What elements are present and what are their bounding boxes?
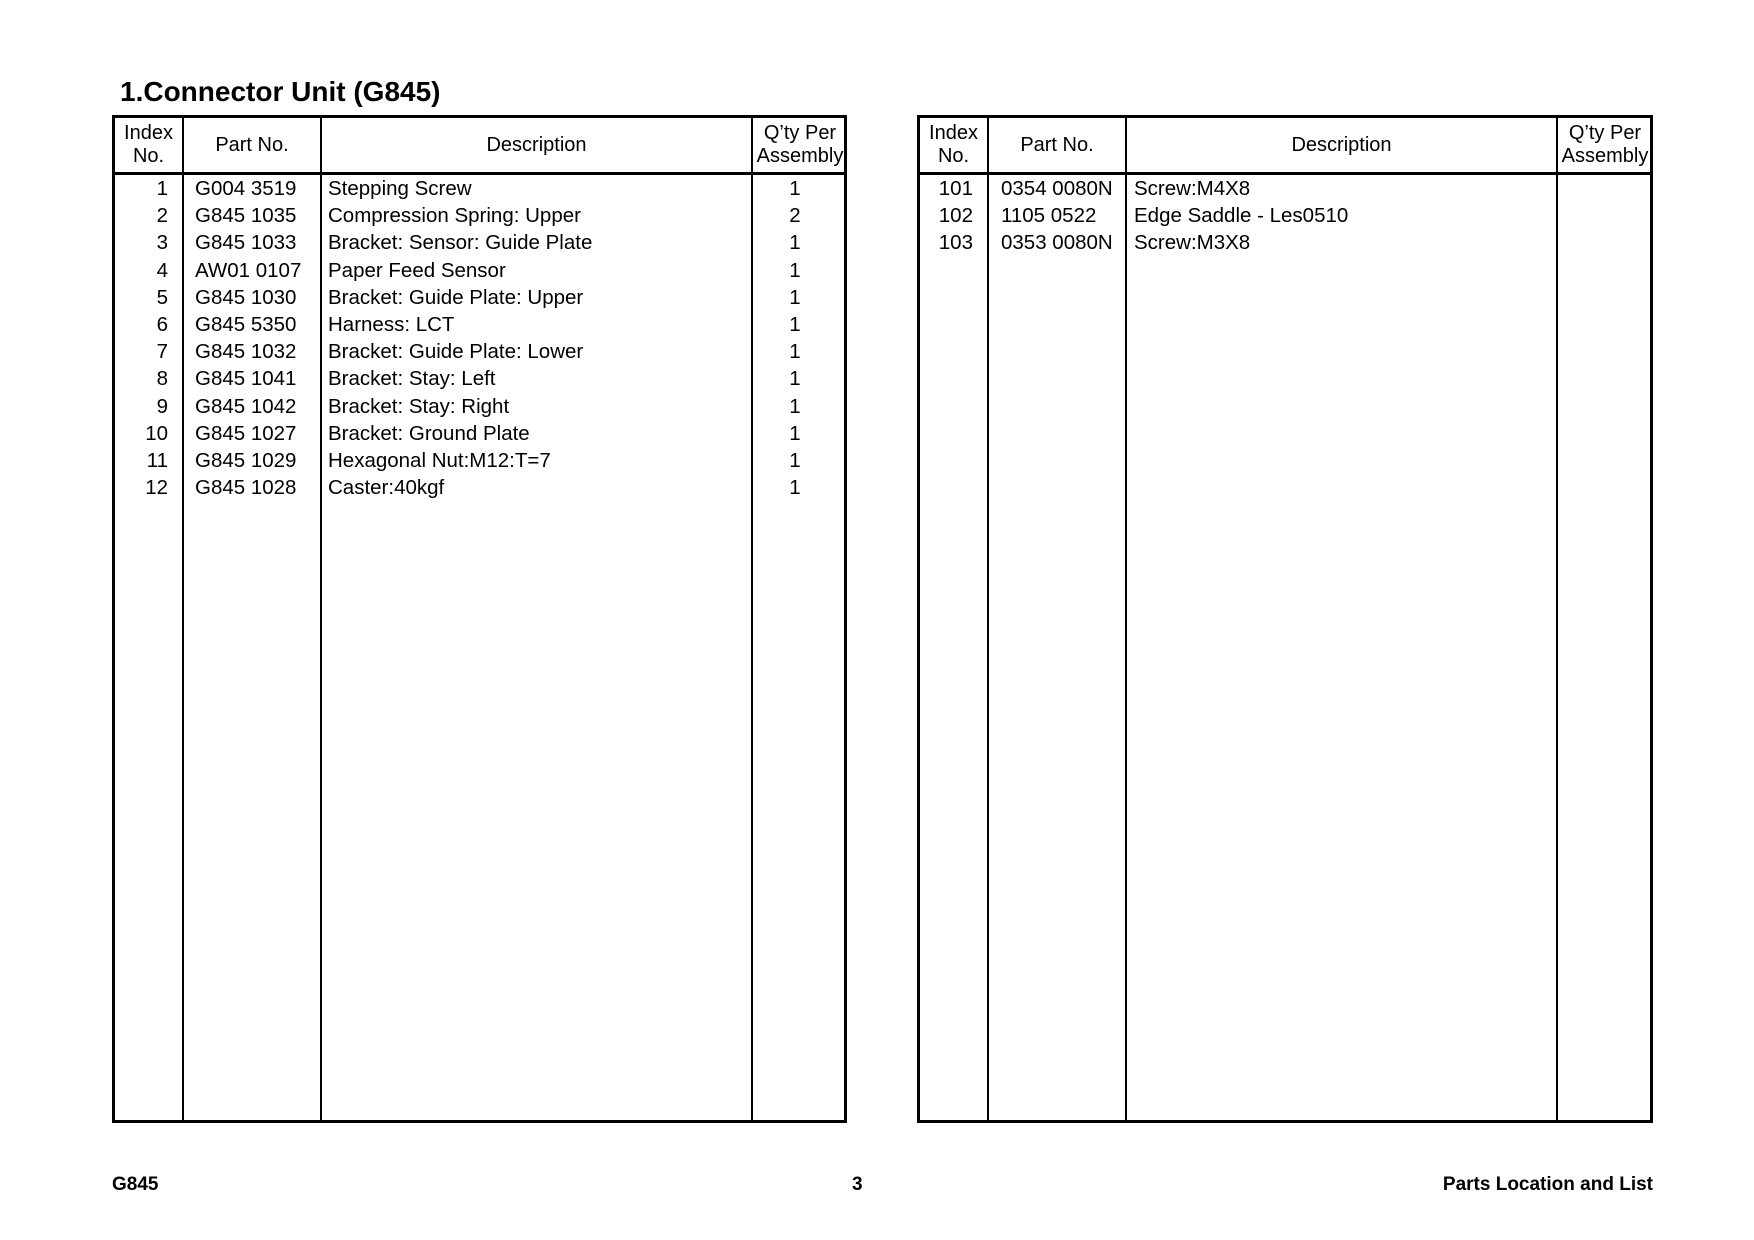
cell-part-no: G845 1028 (195, 476, 297, 500)
table-row (115, 229, 844, 256)
cell-part-no: G845 1041 (195, 367, 297, 391)
cell-description: Hexagonal Nut:M12:T=7 (328, 448, 551, 472)
table-row (115, 365, 844, 392)
cell-index: 4 (156, 258, 168, 282)
cell-index: 12 (145, 476, 168, 500)
table-row (115, 257, 844, 284)
cell-qty (1558, 202, 1642, 229)
cell-part-no: G845 1035 (195, 204, 297, 228)
table-body (115, 175, 844, 501)
cell-qty: 1 (789, 258, 801, 282)
table-row (115, 420, 844, 447)
header-qty: Q’ty Per Assembly (756, 122, 844, 167)
table-row (920, 175, 1650, 202)
cell-description: Bracket: Ground Plate (328, 421, 530, 445)
cell-description: Bracket: Sensor: Guide Plate (328, 231, 593, 255)
cell-description: Screw:M3X8 (1134, 231, 1251, 255)
cell-part-no: AW01 0107 (195, 258, 302, 282)
cell-description: Harness: LCT (328, 312, 455, 336)
cell-part-no: G845 1027 (195, 421, 297, 445)
cell-index: 8 (156, 367, 168, 391)
cell-description: Bracket: Stay: Right (328, 394, 510, 418)
table-row (115, 311, 844, 338)
cell-index: 3 (156, 231, 168, 255)
table-row (920, 229, 1650, 256)
header-index: Index No. (929, 122, 978, 167)
cell-index: 10 (145, 421, 168, 445)
table-row (115, 393, 844, 420)
footer-model: G845 (112, 1174, 159, 1195)
cell-description: Compression Spring: Upper (328, 204, 581, 228)
cell-index: 102 (938, 204, 973, 228)
cell-qty: 2 (789, 204, 801, 228)
header-index: Index No. (124, 122, 173, 167)
cell-qty: 1 (789, 231, 801, 255)
column-divider (1127, 118, 1558, 1120)
header-description: Description (1291, 133, 1392, 156)
table-row (115, 474, 844, 501)
cell-qty: 1 (789, 285, 801, 309)
cell-description: Screw:M4X8 (1134, 177, 1251, 200)
table-row (115, 202, 844, 229)
table-row (115, 447, 844, 474)
table-row (115, 284, 844, 311)
cell-part-no: G845 1030 (195, 285, 297, 309)
header-part-no: Part No. (1020, 133, 1094, 156)
cell-qty: 1 (789, 177, 801, 200)
table-body (920, 175, 1650, 257)
cell-qty: 1 (789, 340, 801, 364)
footer-section: Parts Location and List (1442, 1174, 1653, 1195)
cell-qty: 1 (789, 394, 801, 418)
cell-qty: 1 (789, 448, 801, 472)
cell-description: Caster:40kgf (328, 476, 445, 500)
page-title: 1.Connector Unit (G845) (120, 76, 441, 107)
table-row (115, 175, 844, 202)
cell-qty: 1 (789, 312, 801, 336)
cell-qty: 1 (789, 476, 801, 500)
cell-part-no: 1105 0522 (1001, 204, 1097, 228)
cell-description: Stepping Screw (328, 177, 472, 200)
cell-index: 5 (156, 285, 168, 309)
cell-description: Edge Saddle - Les0510 (1134, 204, 1349, 228)
cell-index: 103 (938, 231, 973, 255)
cell-part-no: G845 1032 (195, 340, 297, 364)
table-row (920, 202, 1650, 229)
table-row (115, 338, 844, 365)
cell-part-no: 0354 0080N (1001, 177, 1113, 200)
cell-description: Bracket: Guide Plate: Lower (328, 340, 584, 364)
cell-index: 7 (156, 340, 168, 364)
cell-description: Paper Feed Sensor (328, 258, 506, 282)
cell-part-no: 0353 0080N (1001, 231, 1113, 255)
cell-description: Bracket: Stay: Left (328, 367, 496, 391)
table-header (115, 118, 844, 175)
cell-qty: 1 (789, 421, 801, 445)
table-header (920, 118, 1650, 175)
cell-part-no: G004 3519 (195, 177, 297, 200)
column-divider (989, 118, 1127, 1120)
cell-part-no: G845 5350 (195, 312, 297, 336)
cell-index: 9 (156, 394, 168, 418)
cell-qty (1558, 175, 1642, 202)
cell-index: 2 (156, 204, 168, 228)
header-qty: Q’ty Per Assembly (1561, 122, 1649, 167)
header-part-no: Part No. (215, 133, 289, 156)
cell-part-no: G845 1029 (195, 448, 297, 472)
column-divider (920, 118, 989, 1120)
cell-index: 1 (156, 177, 168, 200)
cell-index: 11 (146, 448, 168, 472)
cell-index: 6 (156, 312, 168, 336)
cell-part-no: G845 1033 (195, 231, 297, 255)
cell-qty (1558, 229, 1642, 256)
parts-table-right (917, 115, 1653, 1123)
cell-index: 101 (938, 177, 973, 200)
cell-description: Bracket: Guide Plate: Upper (328, 285, 584, 309)
footer-page-number: 3 (852, 1174, 863, 1195)
cell-part-no: G845 1042 (195, 394, 297, 418)
header-description: Description (486, 133, 587, 156)
cell-qty: 1 (789, 367, 801, 391)
parts-table-left (112, 115, 847, 1123)
